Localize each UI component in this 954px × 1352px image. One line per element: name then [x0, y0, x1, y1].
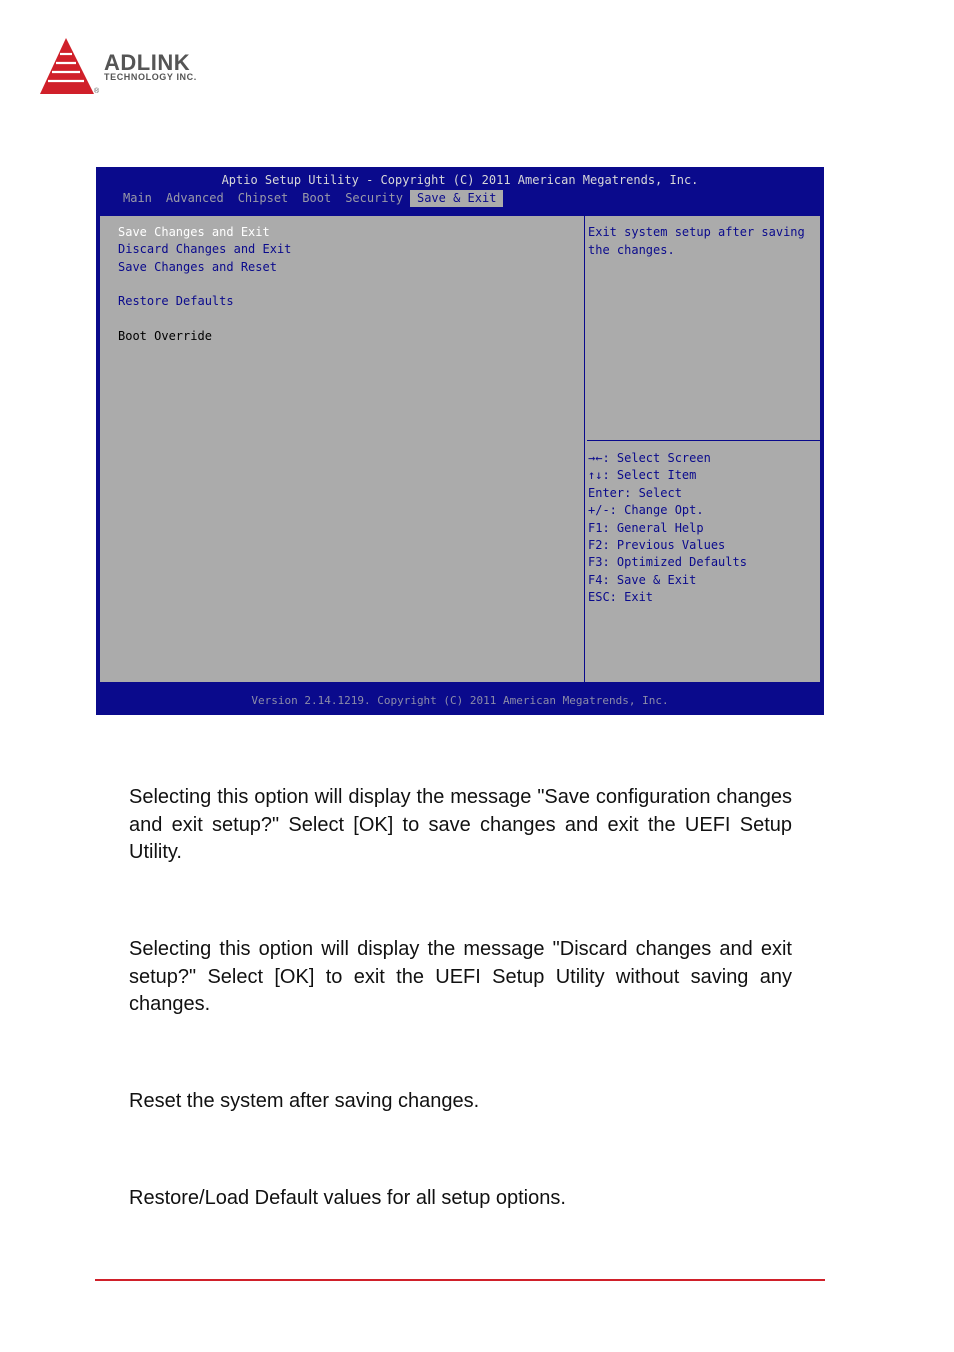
key-previous-values: F2: Previous Values [588, 537, 726, 552]
tab-boot[interactable]: Boot [302, 191, 332, 205]
bios-footer: Version 2.14.1219. Copyright (C) 2011 American Megatrends, Inc. [251, 694, 669, 707]
bios-tab-bar [116, 190, 503, 207]
footer-rule [95, 1279, 825, 1281]
tab-save-exit[interactable]: Save & Exit [410, 190, 503, 207]
key-select-item: ↑↓: Select Item [588, 468, 697, 483]
key-change-opt: +/-: Change Opt. [588, 503, 704, 518]
tab-advanced[interactable]: Advanced [165, 191, 224, 205]
key-optimized-defaults: F3: Optimized Defaults [588, 555, 747, 570]
key-esc-exit: ESC: Exit [588, 590, 654, 605]
paragraph-save-changes-and-reset: Reset the system after saving changes. [129, 1090, 480, 1112]
adlink-logo [38, 36, 238, 100]
tab-main[interactable]: Main [123, 191, 152, 205]
paragraph-restore-defaults: Restore/Load Default values for all setup options. [129, 1187, 566, 1209]
menu-save-changes-and-exit[interactable]: Save Changes and Exit [118, 225, 270, 239]
menu-boot-override-heading: Boot Override [118, 329, 212, 343]
key-enter-select: Enter: Select [588, 485, 682, 500]
menu-discard-changes-and-exit[interactable]: Discard Changes and Exit [118, 242, 292, 256]
menu-restore-defaults[interactable]: Restore Defaults [118, 294, 234, 308]
bios-main-panel [98, 214, 822, 684]
paragraph-save-changes-and-exit: Selecting this option will display the message "Save configuration changes and exit setup?" Select [OK] to save changes and exit the UEFI Setup Utility. [129, 786, 792, 863]
registered-mark: ® [94, 88, 100, 95]
tab-chipset[interactable]: Chipset [237, 191, 289, 205]
bios-help-pane [585, 216, 820, 682]
key-select-screen: →←: Select Screen [588, 451, 711, 465]
key-save-exit: F4: Save & Exit [588, 572, 697, 587]
adlink-triangle-icon [38, 36, 98, 98]
brand-subtitle: TECHNOLOGY INC. [104, 72, 197, 82]
help-description: Exit system setup after saving the changes. [588, 225, 805, 257]
bios-title: Aptio Setup Utility - Copyright (C) 2011 American Megatrends, Inc. [221, 173, 699, 187]
key-general-help: F1: General Help [588, 520, 704, 535]
menu-save-changes-and-reset[interactable]: Save Changes and Reset [118, 260, 277, 274]
help-separator [587, 440, 820, 441]
bios-menu-pane [100, 216, 584, 682]
paragraph-discard-changes-and-exit: Selecting this option will display the message "Discard changes and exit setup?" Select [OK] to exit the UEFI Setup Utility without saving any changes. [129, 938, 792, 1015]
bios-setup-screenshot [96, 167, 824, 715]
tab-security[interactable]: Security [345, 191, 403, 205]
key-legend [588, 450, 747, 607]
brand-name: ADLINK [104, 50, 191, 75]
